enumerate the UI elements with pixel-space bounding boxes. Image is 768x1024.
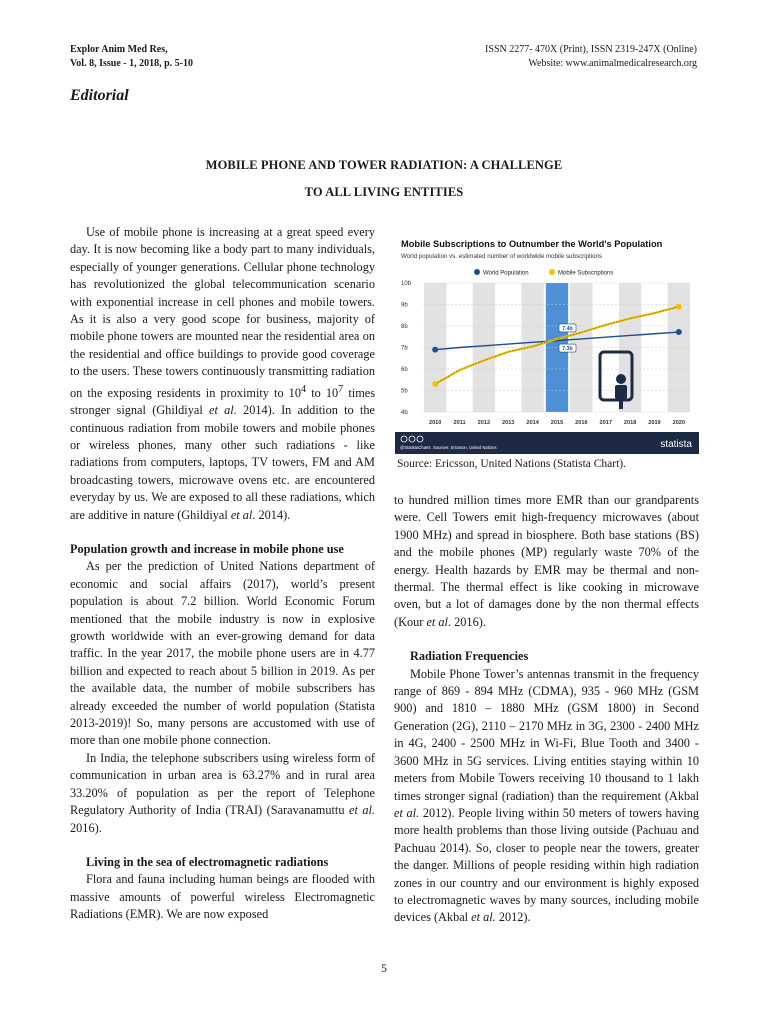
section-label: Editorial xyxy=(70,87,129,104)
chart-subtitle: World population vs. estimated number of worldwide mobile subscriptions xyxy=(401,253,603,260)
page-number: 5 xyxy=(381,961,387,975)
y-tick-label: 8b xyxy=(401,324,408,330)
statista-logo: statista xyxy=(660,439,692,450)
x-tick-label: 2015 xyxy=(550,420,564,426)
annotation-label: 7.3b xyxy=(562,346,573,353)
legend-world-marker xyxy=(474,269,480,275)
article-title xyxy=(70,152,698,206)
x-tick-label: 2014 xyxy=(526,420,539,426)
journal-name: Explor Anim Med Res, xyxy=(70,44,168,55)
x-tick-label: 2018 xyxy=(623,420,637,426)
chart-caption: Source: Ericsson, United Nations (Statista Chart). xyxy=(397,458,627,470)
x-tick-label: 2011 xyxy=(453,420,466,426)
heading-population: Population growth and increase in mobile phone use xyxy=(70,542,344,556)
intro-paragraph: Use of mobile phone is increasing at a great speed every day. It is now becoming like a body part to many individuals, especially of younger generations. Cellular phone technology has revolutionized the global telecommunication scenario with exponential increase in cell phones and mobile towers. As it is also a very good scope for business, majority of mobile phone towers are mounted near the residential area on the residential and office buildings to provide good coverage to the users. These towers continuously transmitting radiation on the exposing residents in proximity to $10^4$ to $10^7$ times stronger signal (Ghildiyal et al. 2014). In addition to the continuous radiation from mobile towers and mobile phones or wireless phones, many other such radiations - like radiations from computers, laptops, TV towers, FM and AM broadcasting towers, microwave ovens etc. are encountered everyday by us. We are exposed to all these radiations, which are additive in nature (Ghildiyal et al. 2014). xyxy=(70,225,376,522)
legend-world-label: World Population xyxy=(483,270,529,277)
series-point xyxy=(432,381,438,387)
mobile-subscriptions-chart xyxy=(395,232,699,454)
journal-volume: Vol. 8, Issue - 1, 2018, p. 5-10 xyxy=(70,58,193,69)
annotation-label: 7.4b xyxy=(562,325,573,332)
chart-title: Mobile Subscriptions to Outnumber the World's Population xyxy=(401,239,663,249)
x-tick-label: 2017 xyxy=(599,420,612,426)
population-paragraph-1: As per the prediction of United Nations department of economic and social affairs (2017), world’s present population is about 7.2 billion. World Economic Forum mentioned that the mobile industry is now in explosive growth worldwide with an ever-growing demand for data traffic. In the year 2017, the mobile phone users are in 4.77 billion and expected to reach about 5 billion in 2019. As per the available data, the number of mobile subscribers has already exceeded the number of world population (Statista 2013-2019)! So, many persons are accustomed with use of more than one mobile phone connection. xyxy=(70,559,375,748)
legend-mobile-marker xyxy=(549,269,555,275)
series-point xyxy=(676,329,682,335)
population-paragraph-2: In India, the telephone subscribers using wireless form of communication in urban area is 63.27% and in rural area 33.20% of population as per the report of Telephone Regulatory Authority of India (TRAI) (Saravanamuttu et al. 2016). xyxy=(70,750,375,835)
legend-mobile-label: Mobile Subscriptions xyxy=(558,270,614,277)
x-tick-label: 2016 xyxy=(575,420,588,426)
y-tick-label: 9b xyxy=(401,302,408,309)
title-line-2: TO ALL LIVING ENTITIES xyxy=(304,185,464,199)
chart-footer xyxy=(395,432,699,454)
website: Website: www.animalmedicalresearch.org xyxy=(528,58,697,69)
emr-continuation: to hundred million times more EMR than our grandparents were. Cell Towers emit high-frequency microwaves (about 1900 MHz) and spread in biosphere. Both base stations (BS) and the mobile phones (MP) regularly waste 70% of the energy. Health hazards by EMR may be thermal and non-thermal. The thermal effect is like cooking in microwave oven, but a lot of damages done by the non thermal effects (Kour et al. 2016). xyxy=(394,493,699,629)
x-tick-label: 2012 xyxy=(477,420,491,426)
x-tick-label: 2013 xyxy=(502,420,515,426)
frequencies-paragraph: Mobile Phone Tower’s antennas transmit in the frequency range of 869 - 894 MHz (CDMA), 935 - 960 MHz (GSM 900) and 1810 – 1880 MHz (GSM 1800) in Second Generation (2G), 2110 – 2170 MHz in 3G, 2300 - 2400 MHz in 4G, 2400 - 2500 MHz in Wi-Fi, Blue Tooth and 3400 - 3600 MHz in 5G services. Living entities staying within 10 meters from Mobile Towers receiving 10 thousand to 1 lakh times stronger signal (radiation) than the requirement (Akbal et al. 2012). People living within 50 meters of towers having more health problems than those living outside (Pachuau and Pachuau 2014). So, closer to people near the towers, greater the danger. Millions of people residing within high radiation zones in our country and our environment is highly exposed to electromagnetic waves by many sources, including mobile devices (Akbal et al. 2012). xyxy=(394,666,699,925)
heading-living: Living in the sea of electromagnetic radiations xyxy=(86,854,329,869)
y-tick-label: 6b xyxy=(401,367,408,373)
x-tick-label: 2019 xyxy=(648,420,661,426)
y-tick-label: 7b xyxy=(401,345,408,352)
right-column xyxy=(394,492,699,927)
y-tick-label: 10b xyxy=(401,281,412,287)
y-tick-label: 5b xyxy=(401,388,408,395)
x-tick-label: 2010 xyxy=(428,420,442,426)
heading-frequencies: Radiation Frequencies xyxy=(410,649,529,664)
journal-header xyxy=(70,43,193,71)
chart-footer-source: Sources: Ericsson, United Nations xyxy=(433,445,497,450)
series-point xyxy=(676,304,682,310)
title-line-1: MOBILE PHONE AND TOWER RADIATION: A CHALLENGE xyxy=(205,158,563,172)
x-tick-label: 2020 xyxy=(672,420,686,426)
series-point xyxy=(432,347,438,353)
band-2020 xyxy=(668,283,690,412)
issn-header xyxy=(485,43,697,71)
y-tick-label: 4b xyxy=(401,410,408,416)
left-column xyxy=(70,224,375,924)
chart-footer-handle: @StatistaCharts xyxy=(400,445,431,450)
issn: ISSN 2277- 470X (Print), ISSN 2319-247X (Online) xyxy=(485,44,697,55)
living-paragraph: Flora and fauna including human beings are flooded with massive amounts of powerful wireless Electromagnetic Radiations (EMR). We are now exposed xyxy=(70,872,375,922)
